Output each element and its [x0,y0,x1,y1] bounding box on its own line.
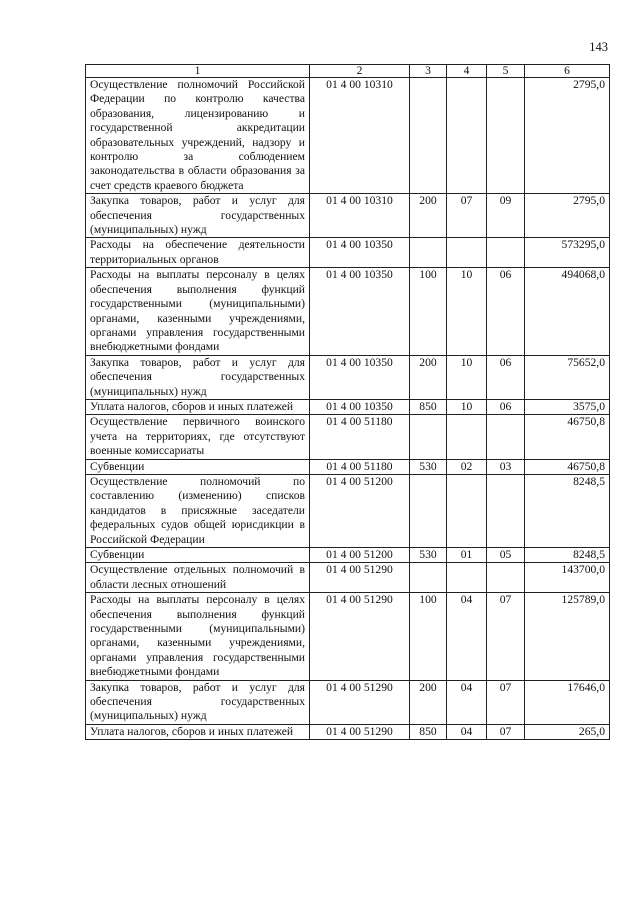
row-expense-type-cell: 200 [410,680,447,724]
row-name-cell: Закупка товаров, работ и услуг для обеспечения государственных (муниципальных) нужд [86,355,310,399]
row-code-cell: 01 4 00 51200 [310,474,410,547]
row-section-cell [447,415,487,459]
row-section-cell [447,238,487,268]
row-expense-type-cell [410,415,447,459]
row-expense-type-cell: 850 [410,399,447,414]
column-header: 5 [487,65,525,78]
row-amount-cell: 125789,0 [525,593,610,680]
row-name-cell: Субвенции [86,548,310,563]
row-amount-cell: 265,0 [525,724,610,739]
row-code-cell: 01 4 00 51180 [310,459,410,474]
row-amount-cell: 46750,8 [525,459,610,474]
column-header: 4 [447,65,487,78]
row-name-cell: Уплата налогов, сборов и иных платежей [86,724,310,739]
row-code-cell: 01 4 00 51290 [310,680,410,724]
row-amount-cell: 494068,0 [525,268,610,355]
row-code-cell: 01 4 00 10350 [310,238,410,268]
table-row [86,78,610,194]
row-amount-cell: 8248,5 [525,548,610,563]
row-name-cell: Расходы на обеспечение деятельности территориальных органов [86,238,310,268]
row-expense-type-cell [410,474,447,547]
row-name-cell: Закупка товаров, работ и услуг для обеспечения государственных (муниципальных) нужд [86,680,310,724]
row-name-cell: Осуществление полномочий Российской Федерации по контролю качества образования, лицензированию и государственной аккредитации образовательных учреждений, надзору и контролю за соблюдением законодательства в области образования за счет средств краевого бюджета [86,78,310,194]
row-subsection-cell [487,78,525,194]
row-subsection-cell: 05 [487,548,525,563]
row-subsection-cell: 07 [487,680,525,724]
row-section-cell: 10 [447,355,487,399]
row-subsection-cell: 07 [487,724,525,739]
row-name-cell: Закупка товаров, работ и услуг для обеспечения государственных (муниципальных) нужд [86,194,310,238]
table-row [86,238,610,268]
table-row [86,548,610,563]
row-amount-cell: 8248,5 [525,474,610,547]
row-expense-type-cell [410,563,447,593]
row-name-cell: Осуществление отдельных полномочий в области лесных отношений [86,563,310,593]
row-amount-cell: 3575,0 [525,399,610,414]
row-subsection-cell [487,474,525,547]
row-expense-type-cell: 200 [410,355,447,399]
row-subsection-cell [487,238,525,268]
table-row [86,459,610,474]
row-subsection-cell: 06 [487,399,525,414]
row-section-cell: 04 [447,724,487,739]
row-expense-type-cell: 530 [410,459,447,474]
row-amount-cell: 17646,0 [525,680,610,724]
row-name-cell: Осуществление первичного воинского учета на территориях, где отсутствуют военные комиссариаты [86,415,310,459]
row-code-cell: 01 4 00 51180 [310,415,410,459]
row-name-cell: Расходы на выплаты персоналу в целях обеспечения выполнения функций государственными (муниципальными) органами, казенными учреждениями, органами управления государственными внебюджетными фондами [86,268,310,355]
budget-table [85,64,610,740]
table-row [86,399,610,414]
table-header-row [86,65,610,78]
row-section-cell: 10 [447,268,487,355]
row-subsection-cell [487,415,525,459]
row-section-cell [447,474,487,547]
row-expense-type-cell [410,78,447,194]
row-subsection-cell: 09 [487,194,525,238]
row-amount-cell: 2795,0 [525,78,610,194]
row-expense-type-cell: 100 [410,268,447,355]
row-subsection-cell [487,563,525,593]
row-section-cell: 04 [447,593,487,680]
row-code-cell: 01 4 00 51290 [310,563,410,593]
row-subsection-cell: 06 [487,268,525,355]
row-section-cell [447,563,487,593]
row-code-cell: 01 4 00 10350 [310,355,410,399]
row-code-cell: 01 4 00 51290 [310,724,410,739]
row-expense-type-cell: 200 [410,194,447,238]
row-name-cell: Осуществление полномочий по составлению (изменению) списков кандидатов в присяжные заседатели федеральных судов общей юрисдикции в Российской Федерации [86,474,310,547]
row-amount-cell: 2795,0 [525,194,610,238]
row-section-cell: 10 [447,399,487,414]
row-code-cell: 01 4 00 10350 [310,399,410,414]
column-header: 3 [410,65,447,78]
table-row [86,268,610,355]
row-amount-cell: 573295,0 [525,238,610,268]
row-subsection-cell: 06 [487,355,525,399]
row-expense-type-cell [410,238,447,268]
row-subsection-cell: 07 [487,593,525,680]
column-header: 2 [310,65,410,78]
row-amount-cell: 46750,8 [525,415,610,459]
row-expense-type-cell: 100 [410,593,447,680]
row-amount-cell: 75652,0 [525,355,610,399]
table-row [86,593,610,680]
row-section-cell [447,78,487,194]
row-expense-type-cell: 850 [410,724,447,739]
row-name-cell: Субвенции [86,459,310,474]
table-row [86,724,610,739]
row-section-cell: 01 [447,548,487,563]
table-row [86,474,610,547]
table-row [86,563,610,593]
row-code-cell: 01 4 00 51200 [310,548,410,563]
row-code-cell: 01 4 00 10310 [310,78,410,194]
row-section-cell: 07 [447,194,487,238]
row-section-cell: 02 [447,459,487,474]
row-code-cell: 01 4 00 51290 [310,593,410,680]
row-code-cell: 01 4 00 10310 [310,194,410,238]
row-amount-cell: 143700,0 [525,563,610,593]
column-header: 1 [86,65,310,78]
table-row [86,680,610,724]
table-row [86,415,610,459]
row-name-cell: Расходы на выплаты персоналу в целях обеспечения выполнения функций государственными (муниципальными) органами, казенными учреждениями, органами управления государственными внебюджетными фондами [86,593,310,680]
row-name-cell: Уплата налогов, сборов и иных платежей [86,399,310,414]
table-row [86,355,610,399]
row-section-cell: 04 [447,680,487,724]
row-expense-type-cell: 530 [410,548,447,563]
row-subsection-cell: 03 [487,459,525,474]
page-number: 143 [589,40,608,54]
row-code-cell: 01 4 00 10350 [310,268,410,355]
column-header: 6 [525,65,610,78]
table-row [86,194,610,238]
